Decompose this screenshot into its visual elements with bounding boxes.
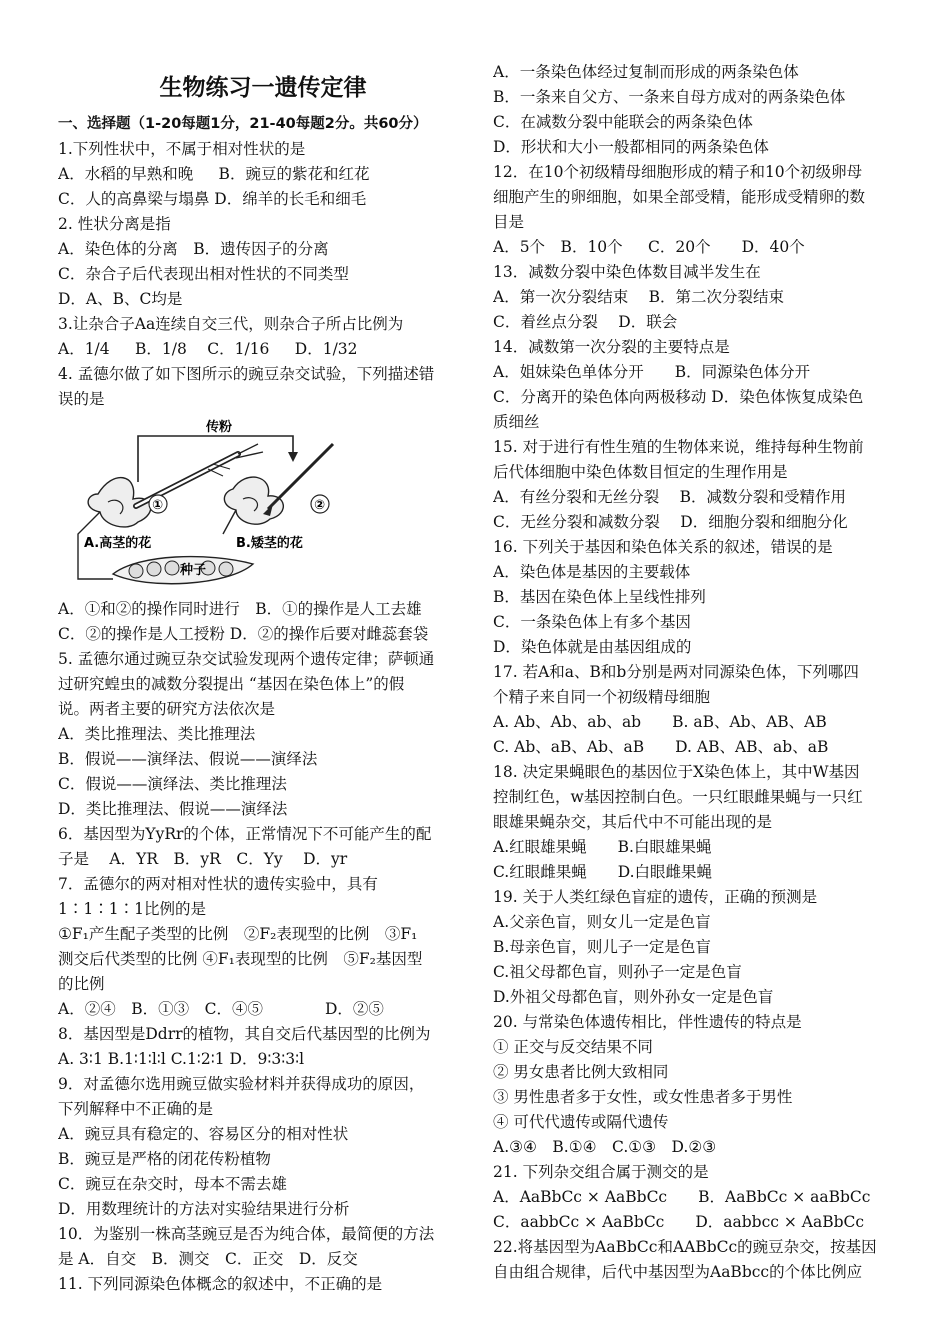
marker-2: ② (314, 498, 326, 513)
right-question-line: 15. 对于进行有性生殖的生物体来说，维持每种生物前 (493, 438, 864, 456)
right-question-line: C. Ab、aB、Ab、aB D. AB、AB、ab、aB (493, 738, 829, 756)
left-question-line: 11. 下列同源染色体概念的叙述中，不正确的是 (58, 1275, 383, 1293)
left-question-line: 3.让杂合子Aa连续自交三代，则杂合子所占比例为 (58, 315, 404, 333)
left-question-line: 10．为鉴别一株高茎豌豆是否为纯合体，最简便的方法 (58, 1225, 435, 1243)
label-pollination: 传粉 (206, 420, 233, 435)
pollination-arrow (138, 436, 293, 482)
left-question-line: C．人的高鼻梁与塌鼻 D．绵羊的长毛和细毛 (58, 190, 367, 208)
short-stem-flower (223, 477, 283, 534)
left-question-line: 8．基因型是Ddrr的植物，其自交后代基因型的比例为 (58, 1025, 431, 1043)
left-question-line: 7．孟德尔的两对相对性状的遗传实验中，具有 (58, 875, 378, 893)
right-question-line: C．aabbCc × AaBbCc D．aabbcc × AaBbCc (493, 1213, 865, 1231)
section-heading: 一、选择题（1-20每题1分，21-40每题2分。共60分） (58, 116, 428, 132)
left-question-line: D．类比推理法、假说——演绎法 (58, 800, 288, 818)
right-question-line: C.祖父母都色盲，则孙子一定是色盲 (493, 963, 742, 981)
right-question-line: A.父亲色盲，则女儿一定是色盲 (493, 913, 711, 931)
right-question-line: 16. 下列关于基因和染色体关系的叙述，错误的是 (493, 538, 833, 556)
right-question-line: 19. 关于人类红绿色盲症的遗传，正确的预测是 (493, 888, 818, 906)
right-question-line: 控制红色，w基因控制白色。一只红眼雌果蝇与一只红 (493, 788, 863, 806)
right-question-line: A．有丝分裂和无丝分裂 B．减数分裂和受精作用 (493, 488, 847, 506)
pea-cross-illustration (58, 414, 458, 594)
left-question-line: B．豌豆是严格的闭花传粉植物 (58, 1150, 271, 1168)
right-question-line: A.③④ B.①④ C.①③ D.②③ (493, 1138, 717, 1156)
left-question-line: D．用数理统计的方法对实验结果进行分析 (58, 1200, 350, 1218)
left-question-line: A. 3∶1 B.1∶1∶l∶l C.1∶2∶1 D．9∶3∶3∶l (58, 1050, 305, 1068)
right-question-line: B．基因在染色体上呈线性排列 (493, 588, 706, 606)
right-question-line: D.外祖父母都色盲，则外孙女一定是色盲 (493, 988, 774, 1006)
right-question-line: 18. 决定果蝇眼色的基因位于X染色体上，其中W基因 (493, 763, 860, 781)
right-question-line: C.红眼雌果蝇 D.白眼雌果蝇 (493, 863, 713, 881)
page-title: 生物练习一遗传定律 (159, 75, 367, 101)
right-question-line: 14．减数第一次分裂的主要特点是 (493, 338, 730, 356)
left-question-line: 的比例 (58, 975, 105, 993)
left-question-line: A．染色体的分离 B．遗传因子的分离 (58, 240, 329, 258)
right-question-line: 12．在10个初级精母细胞形成的精子和10个初级卵母 (493, 163, 863, 181)
left-question-line: A．1/4 B．1/8 C．1/16 D．1/32 (58, 340, 358, 358)
right-question-line: ④ 可代代遗传或隔代遗传 (493, 1113, 669, 1131)
left-question-line: D．A、B、C均是 (58, 290, 183, 308)
left-question-line: 说。两者主要的研究方法依次是 (58, 700, 276, 718)
left-question-line: ①F₁产生配子类型的比例 ②F₂表现型的比例 ③F₁ (58, 925, 418, 943)
right-question-line: 自由组合规律，后代中基因型为AaBbcc的个体比例应 (493, 1263, 863, 1281)
right-question-line: A．AaBbCc × AaBbCc B．AaBbCc × aaBbCc (493, 1188, 871, 1206)
right-question-line: B.母亲色盲，则儿子一定是色盲 (493, 938, 711, 956)
right-question-line: C．在减数分裂中能联会的两条染色体 (493, 113, 753, 131)
pea-cross-figure (58, 414, 458, 594)
right-question-line: A.红眼雄果蝇 B.白眼雄果蝇 (493, 838, 712, 856)
right-column (493, 60, 898, 1285)
label-short-flower: B.矮茎的花 (236, 536, 303, 551)
left-question-line: 过研究蝗虫的减数分裂提出 “基因在染色体上”的假 (58, 675, 405, 693)
right-question-line: 质细丝 (493, 413, 540, 431)
right-question-line: ① 正交与反交结果不同 (493, 1038, 653, 1056)
right-question-line: A. Ab、Ab、ab、ab B. aB、Ab、AB、AB (493, 713, 827, 731)
right-question-line: A．姐妹染色单体分开 B．同源染色体分开 (493, 363, 811, 381)
arrow-head-icon (288, 452, 298, 462)
left-question-line: 9．对孟德尔选用豌豆做实验材料并获得成功的原因， (58, 1075, 425, 1093)
right-question-line: D．染色体就是由基因组成的 (493, 638, 692, 656)
right-question-line: A．5个 B．10个 C．20个 D．40个 (493, 238, 805, 256)
left-question-line: C．假说——演绎法、类比推理法 (58, 775, 287, 793)
left-question-line: 子是 A．YR B．yR C．Yy D．yr (58, 850, 348, 868)
left-question-line: 测交后代类型的比例 ④F₁表现型的比例 ⑤F₂基因型 (58, 950, 423, 968)
left-question-line: 1∶1∶1∶1比例的是 (58, 900, 206, 918)
left-question-line: 4. 孟德尔做了如下图所示的豌豆杂交试验，下列描述错 (58, 365, 435, 383)
left-question-line: A．①和②的操作同时进行 B．①的操作是人工去雄 (58, 600, 422, 618)
left-question-line: A．豌豆具有稳定的、容易区分的相对性状 (58, 1125, 349, 1143)
left-question-line: 是 A．自交 B．测交 C．正交 D．反交 (58, 1250, 358, 1268)
left-questions-block-2 (58, 597, 468, 1297)
left-question-line: 6．基因型为YyRr的个体，正常情况下不可能产生的配 (58, 825, 432, 843)
right-question-line: 17. 若A和a、B和b分别是两对同源染色体，下列哪四 (493, 663, 859, 681)
right-question-line: 21. 下列杂交组合属于测交的是 (493, 1163, 709, 1181)
marker-1: ① (152, 498, 164, 513)
left-question-line: 2. 性状分离是指 (58, 215, 171, 233)
right-question-line: A．染色体是基因的主要载体 (493, 563, 691, 581)
right-question-line: B．一条来自父方、一条来自母方成对的两条染色体 (493, 88, 846, 106)
right-question-line: D．形状和大小一般都相同的两条染色体 (493, 138, 769, 156)
left-question-line: C．杂合子后代表现出相对性状的不同类型 (58, 265, 349, 283)
left-column (58, 60, 468, 1297)
right-question-line: 细胞产生的卵细胞，如果全部受精，能形成受精卵的数 (493, 188, 866, 206)
seed-arrow (78, 552, 113, 579)
left-questions-block-1 (58, 137, 468, 412)
right-question-line: C．着丝点分裂 D．联会 (493, 313, 678, 331)
left-question-line: C．豌豆在杂交时，母本不需去雄 (58, 1175, 287, 1193)
left-question-line: 5. 孟德尔通过豌豆杂交试验发现两个遗传定律；萨顿通 (58, 650, 435, 668)
right-question-line: 眼雄果蝇杂交，其后代中不可能出现的是 (493, 813, 773, 831)
left-question-line: B．假说——演绎法、假说——演绎法 (58, 750, 318, 768)
right-question-line: 20. 与常染色体遗传相比，伴性遗传的特点是 (493, 1013, 802, 1031)
right-question-line: 22.将基因型为AaBbCc和AABbCc的豌豆杂交，按基因 (493, 1238, 877, 1256)
left-question-line: A．类比推理法、类比推理法 (58, 725, 256, 743)
label-tall-flower: A.高茎的花 (84, 536, 152, 551)
right-question-line: C．一条染色体上有多个基因 (493, 613, 691, 631)
right-question-line: A．一条染色体经过复制而形成的两条染色体 (493, 63, 799, 81)
right-question-line: 目是 (493, 213, 525, 231)
label-seed: 种子 (180, 563, 207, 578)
left-question-line: A．②④ B．①③ C．④⑤ D．②⑤ (58, 1000, 384, 1018)
right-question-line: 13．减数分裂中染色体数目减半发生在 (493, 263, 761, 281)
right-questions-block (493, 60, 898, 1285)
right-question-line: 个精子来自同一个初级精母细胞 (493, 688, 711, 706)
left-question-line: A．水稻的早熟和晚 B．豌豆的紫花和红花 (58, 165, 370, 183)
left-question-line: 1.下列性状中，不属于相对性状的是 (58, 140, 306, 158)
left-question-line: 下列解释中不正确的是 (58, 1100, 214, 1118)
right-question-line: A．第一次分裂结束 B．第二次分裂结束 (493, 288, 785, 306)
right-question-line: 后代体细胞中染色体数目恒定的生理作用是 (493, 463, 788, 481)
right-question-line: ③ 男性患者多于女性，或女性患者多于男性 (493, 1088, 793, 1106)
left-question-line: 误的是 (58, 390, 105, 408)
left-question-line: C．②的操作是人工授粉 D．②的操作后要对雌蕊套袋 (58, 625, 429, 643)
right-question-line: ② 男女患者比例大致相同 (493, 1063, 669, 1081)
right-question-line: C．无丝分裂和减数分裂 D．细胞分裂和细胞分化 (493, 513, 848, 531)
right-question-line: C．分离开的染色体向两极移动 D．染色体恢复成染色 (493, 388, 864, 406)
